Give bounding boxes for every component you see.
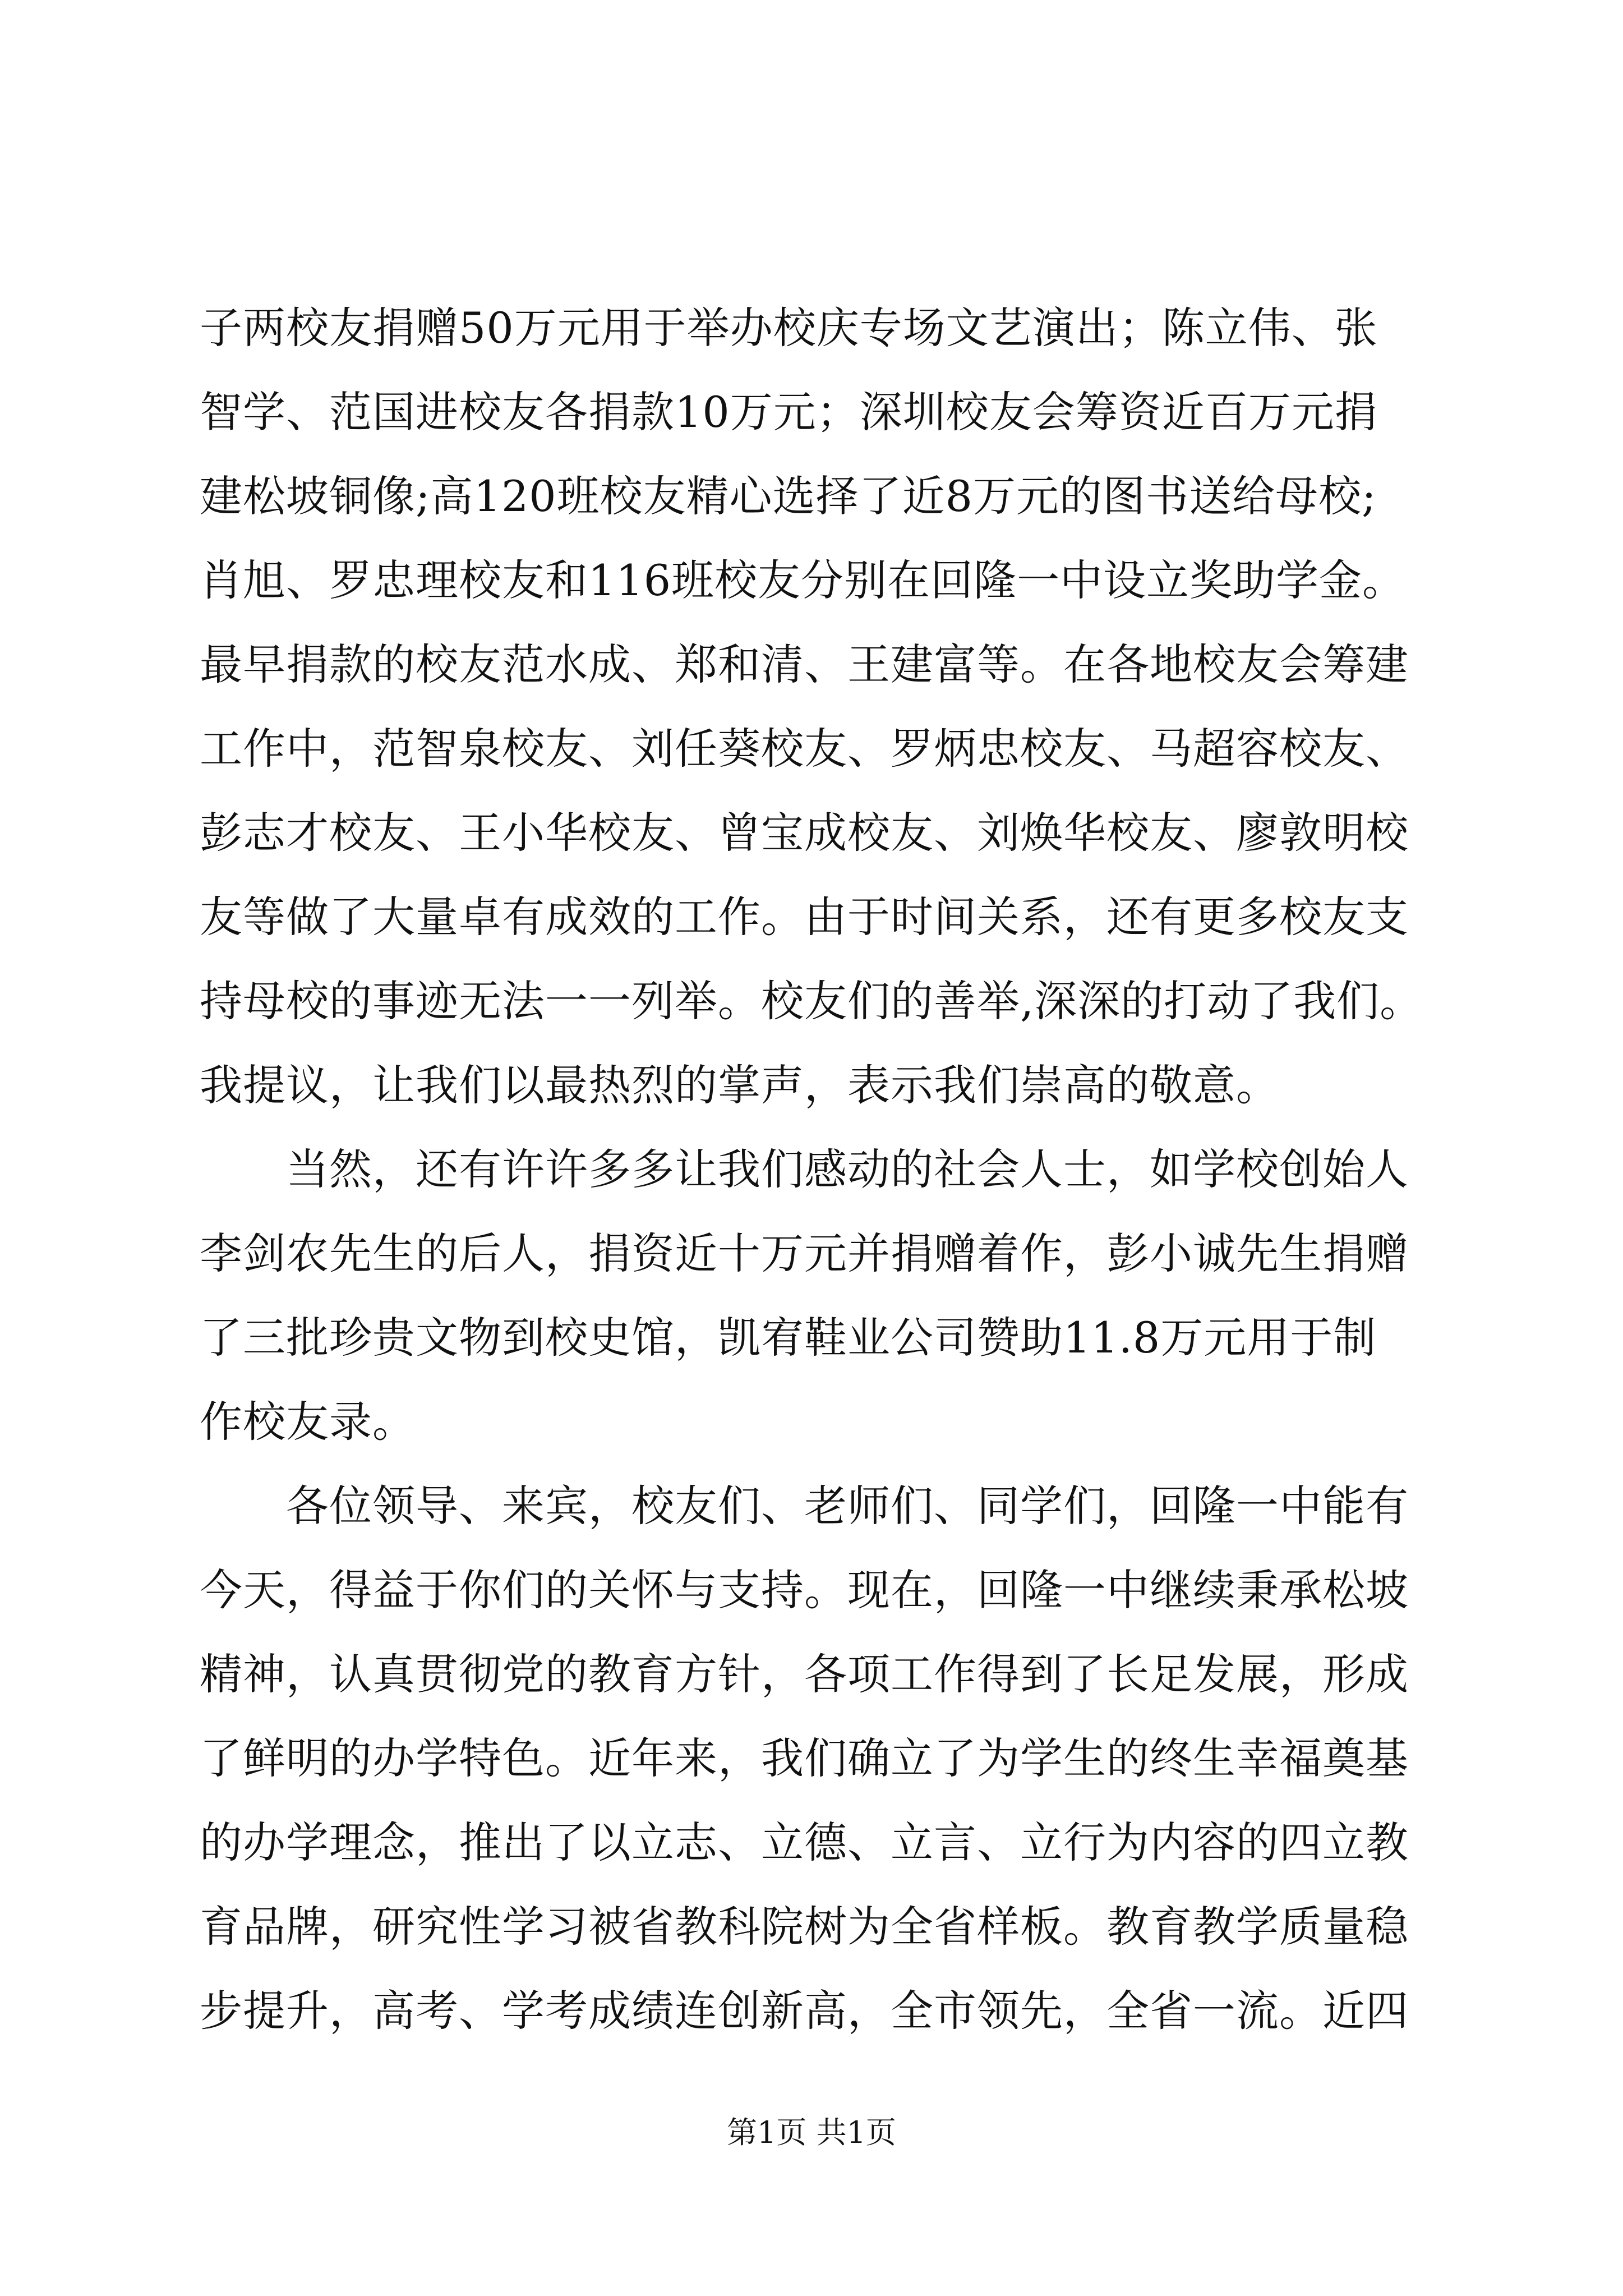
body-line: 李剑农先生的后人，捐资近十万元并捐赠着作，彭小诚先生捐赠 xyxy=(200,1228,1409,1278)
body-line: 育品牌，研究性学习被省教科院树为全省样板。教育教学质量稳 xyxy=(200,1902,1409,1952)
body-line: 子两校友捐赠50万元用于举办校庆专场文艺演出；陈立伟、张 xyxy=(200,303,1378,353)
body-line: 精神，认真贯彻党的教育方针，各项工作得到了长足发展，形成 xyxy=(200,1649,1409,1699)
paragraph-start-line: 当然，还有许许多多让我们感动的社会人士，如学校创始人 xyxy=(200,1144,1409,1194)
body-line: 最早捐款的校友范水成、郑和清、王建富等。在各地校友会筹建 xyxy=(200,639,1409,689)
body-line: 彭志才校友、王小华校友、曾宝成校友、刘焕华校友、廖敦明校 xyxy=(200,808,1409,858)
body-line: 肖旭、罗忠理校友和116班校友分别在回隆一中设立奖助学金。 xyxy=(200,555,1406,605)
body-line: 的办学理念，推出了以立志、立德、立言、立行为内容的四立教 xyxy=(200,1818,1409,1867)
body-line: 步提升，高考、学考成绩连创新高，全市领先，全省一流。近四 xyxy=(200,1986,1409,2036)
body-line: 工作中，范智泉校友、刘任葵校友、罗炳忠校友、马超容校友、 xyxy=(200,724,1409,774)
body-line: 友等做了大量卓有成效的工作。由于时间关系，还有更多校友支 xyxy=(200,892,1409,942)
body-line: 了三批珍贵文物到校史馆，凯宥鞋业公司赞助11.8万元用于制 xyxy=(200,1313,1377,1363)
body-line: 今天，得益于你们的关怀与支持。现在，回隆一中继续秉承松坡 xyxy=(200,1565,1409,1615)
body-line: 作校友录。 xyxy=(200,1397,416,1447)
paragraph-start-line: 各位领导、来宾，校友们、老师们、同学们，回隆一中能有 xyxy=(200,1481,1409,1531)
body-line: 持母校的事迹无法一一列举。校友们的善举,深深的打动了我们。 xyxy=(200,976,1423,1026)
body-line: 了鲜明的办学特色。近年来，我们确立了为学生的终生幸福奠基 xyxy=(200,1733,1409,1783)
body-line: 智学、范国进校友各捐款10万元；深圳校友会筹资近百万元捐 xyxy=(200,387,1378,437)
body-line: 建松坡铜像;高120班校友精心选择了近8万元的图书送给母校; xyxy=(200,471,1377,521)
page-number-footer: 第1页 共1页 xyxy=(727,2115,896,2150)
body-line: 我提议，让我们以最热烈的掌声，表示我们崇高的敬意。 xyxy=(200,1060,1279,1110)
